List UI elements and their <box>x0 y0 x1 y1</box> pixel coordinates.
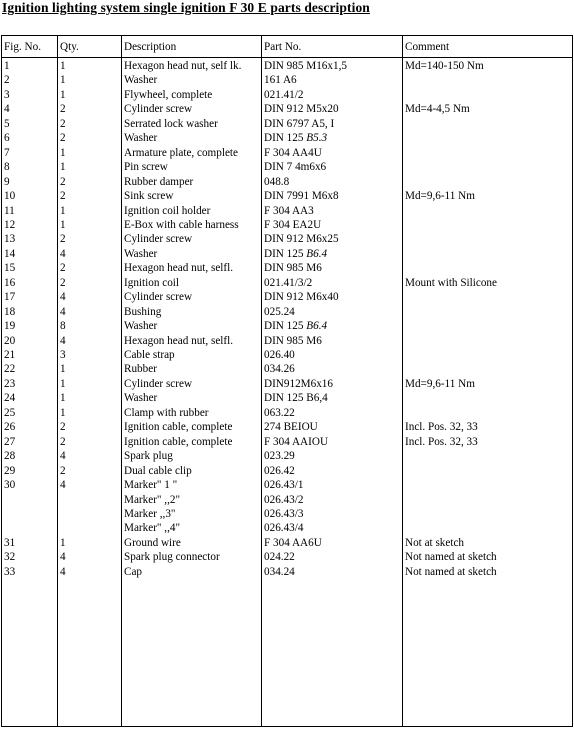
cell-qty: 1 <box>60 363 66 376</box>
cell-part-no: 021.41/2 <box>264 88 304 101</box>
cell-part-no: F 304 AA6U <box>264 536 322 549</box>
cell-part-no: 026.43/4 <box>264 522 304 535</box>
table-row <box>2 536 572 551</box>
cell-qty: 2 <box>60 103 66 116</box>
cell-comment: Md=4-4,5 Nm <box>405 103 470 116</box>
cell-description: Ignition coil holder <box>124 204 211 217</box>
cell-qty: 2 <box>60 233 66 246</box>
cell-description: Rubber damper <box>124 175 194 188</box>
cell-description: Ignition cable, complete <box>124 435 233 448</box>
table-row <box>2 305 572 320</box>
table-row <box>2 73 572 88</box>
table-row <box>2 146 572 161</box>
cell-part-no: 026.43/1 <box>264 479 304 492</box>
cell-qty: 2 <box>60 175 66 188</box>
cell-qty: 1 <box>60 60 66 72</box>
cell-description: Washer <box>124 392 158 405</box>
cell-fig-no: 28 <box>4 450 16 463</box>
cell-part-no: 161 A6 <box>264 74 297 87</box>
table-row <box>2 377 572 392</box>
cell-description: Spark plug connector <box>124 551 220 564</box>
cell-qty: 1 <box>60 392 66 405</box>
table-row <box>2 261 572 276</box>
table-row <box>2 507 572 522</box>
cell-qty: 2 <box>60 464 66 477</box>
cell-description: Washer <box>124 247 158 260</box>
table-row <box>2 348 572 363</box>
table-row <box>2 175 572 190</box>
cell-description: Spark plug <box>124 450 173 463</box>
table-row <box>2 478 572 493</box>
table-row <box>2 334 572 349</box>
cell-qty: 1 <box>60 218 66 231</box>
table-row <box>2 218 572 233</box>
header-qty: Qty. <box>60 41 79 53</box>
table-row <box>2 189 572 204</box>
cell-qty: 1 <box>60 88 66 101</box>
cell-part-no: DIN912M6x16 <box>264 377 333 390</box>
cell-comment: Incl. Pos. 32, 33 <box>405 435 478 448</box>
header-description: Description <box>124 41 177 53</box>
header-part-no: Part No. <box>264 41 302 53</box>
cell-fig-no: 19 <box>4 320 16 333</box>
cell-part-suffix: B5.3 <box>306 132 328 145</box>
cell-qty: 1 <box>60 146 66 159</box>
cell-description: Sink screw <box>124 190 174 203</box>
cell-qty: 2 <box>60 435 66 448</box>
cell-qty: 4 <box>60 565 66 578</box>
cell-qty: 4 <box>60 291 66 304</box>
cell-qty: 2 <box>60 276 66 289</box>
table-row <box>2 290 572 305</box>
cell-description: Cylinder screw <box>124 233 193 246</box>
cell-qty: 1 <box>60 377 66 390</box>
cell-qty: 2 <box>60 190 66 203</box>
cell-part-no: 026.43/3 <box>264 507 304 520</box>
cell-fig-no: 24 <box>4 392 16 405</box>
cell-description: Hexagon head nut, selfl. <box>124 262 234 275</box>
table-row <box>2 276 572 291</box>
cell-fig-no: 17 <box>4 291 16 304</box>
table-row <box>2 493 572 508</box>
cell-description: Rubber <box>124 363 157 376</box>
cell-part-no: DIN 125 B6,4 <box>264 392 328 405</box>
cell-part-no: 023.29 <box>264 450 295 463</box>
cell-description: Washer <box>124 74 158 87</box>
table-row <box>2 565 572 580</box>
header-divider <box>2 57 572 58</box>
cell-description: Ignition cable, complete <box>124 421 233 434</box>
cell-description: Pin screw <box>124 161 168 174</box>
cell-description: Cylinder screw <box>124 291 193 304</box>
cell-fig-no: 18 <box>4 305 16 318</box>
cell-part-no: DIN 985 M16x1,5 <box>264 60 347 72</box>
cell-part-no: 024.22 <box>264 551 295 564</box>
cell-comment: Mount with Silicone <box>405 276 497 289</box>
table-header <box>2 40 572 55</box>
cell-fig-no: 1 <box>4 60 10 72</box>
cell-description: Ignition coil <box>124 276 179 289</box>
cell-fig-no: 11 <box>4 204 15 217</box>
table-row <box>2 204 572 219</box>
cell-part-no: 274 BEIOU <box>264 421 318 434</box>
cell-part-no: F 304 AA3 <box>264 204 314 217</box>
cell-part-no: 025.24 <box>264 305 295 318</box>
cell-fig-no: 13 <box>4 233 16 246</box>
cell-part-no: DIN 912 M6x25 <box>264 233 339 246</box>
header-comment: Comment <box>405 41 450 53</box>
cell-description: Dual cable clip <box>124 464 192 477</box>
cell-fig-no: 23 <box>4 377 16 390</box>
cell-qty: 4 <box>60 479 66 492</box>
cell-qty: 1 <box>60 204 66 217</box>
cell-qty: 4 <box>60 334 66 347</box>
table-row <box>2 464 572 479</box>
cell-description: Serrated lock washer <box>124 117 218 130</box>
table-row <box>2 550 572 565</box>
cell-description: Marker" ,,2" <box>124 493 181 506</box>
cell-part-no: 034.24 <box>264 565 295 578</box>
cell-fig-no: 22 <box>4 363 16 376</box>
cell-description: Hexagon head nut, selfl. <box>124 334 234 347</box>
cell-part-suffix: B6.4 <box>306 247 328 260</box>
cell-fig-no: 10 <box>4 190 16 203</box>
cell-comment: Md=140-150 Nm <box>405 60 484 72</box>
cell-description: Armature plate, complete <box>124 146 238 159</box>
cell-comment: Not at sketch <box>405 536 465 549</box>
cell-description: Cable strap <box>124 349 175 361</box>
cell-fig-no: 25 <box>4 406 16 419</box>
cell-fig-no: 21 <box>4 349 16 361</box>
cell-fig-no: 12 <box>4 218 16 231</box>
cell-description: Flywheel, complete <box>124 88 213 101</box>
cell-comment: Md=9,6-11 Nm <box>405 377 475 390</box>
cell-fig-no: 15 <box>4 262 16 275</box>
table-row <box>2 521 572 536</box>
cell-description: Cap <box>124 565 143 578</box>
cell-part-no: F 304 EA2U <box>264 218 322 231</box>
cell-description: Washer <box>124 320 158 333</box>
table-row <box>2 420 572 435</box>
cell-qty: 2 <box>60 117 66 130</box>
cell-part-no: DIN 7 4m6x6 <box>264 161 327 174</box>
cell-description: Marker ,,3" <box>124 507 176 520</box>
table-row <box>2 435 572 450</box>
cell-qty: 8 <box>60 320 66 333</box>
cell-description: Hexagon head nut, self lk. <box>124 60 242 72</box>
cell-fig-no: 14 <box>4 247 16 260</box>
cell-qty: 4 <box>60 551 66 564</box>
cell-part-no: DIN 125 B6.4 <box>264 247 328 260</box>
cell-part-no: DIN 6797 A5, I <box>264 117 335 130</box>
cell-qty: 1 <box>60 74 66 87</box>
table-row <box>2 131 572 146</box>
cell-part-no: DIN 7991 M6x8 <box>264 190 339 203</box>
cell-part-no: DIN 912 M6x40 <box>264 291 339 304</box>
cell-part-no: DIN 912 M5x20 <box>264 103 339 116</box>
cell-fig-no: 5 <box>4 117 10 130</box>
cell-fig-no: 3 <box>4 88 10 101</box>
cell-fig-no: 30 <box>4 479 16 492</box>
cell-fig-no: 20 <box>4 334 16 347</box>
cell-description: Marker" 1 " <box>124 479 178 492</box>
cell-qty: 1 <box>60 406 66 419</box>
cell-comment: Incl. Pos. 32, 33 <box>405 421 478 434</box>
cell-qty: 4 <box>60 450 66 463</box>
header-fig-no: Fig. No. <box>4 41 41 53</box>
cell-comment: Not named at sketch <box>405 551 497 564</box>
cell-fig-no: 4 <box>4 103 10 116</box>
cell-fig-no: 32 <box>4 551 16 564</box>
cell-part-no: DIN 125 B6.4 <box>264 320 328 333</box>
cell-part-suffix: B6.4 <box>306 320 328 333</box>
cell-fig-no: 2 <box>4 74 10 87</box>
cell-qty: 4 <box>60 247 66 260</box>
table-row <box>2 160 572 175</box>
table-row <box>2 391 572 406</box>
table-row <box>2 88 572 103</box>
cell-part-no: 026.40 <box>264 349 295 361</box>
table-row <box>2 362 572 377</box>
cell-qty: 1 <box>60 536 66 549</box>
cell-part-no: 063.22 <box>264 406 295 419</box>
table-row <box>2 406 572 421</box>
cell-part-no: 026.43/2 <box>264 493 304 506</box>
table-row <box>2 449 572 464</box>
cell-part-no: 034.26 <box>264 363 295 376</box>
cell-part-no: F 304 AA4U <box>264 146 322 159</box>
cell-part-no: DIN 125 B5.3 <box>264 132 328 145</box>
table-row <box>2 232 572 247</box>
table-row <box>2 59 572 74</box>
cell-description: Clamp with rubber <box>124 406 209 419</box>
cell-qty: 2 <box>60 262 66 275</box>
cell-fig-no: 9 <box>4 175 10 188</box>
cell-description: Cylinder screw <box>124 377 193 390</box>
table-row <box>2 247 572 262</box>
cell-description: Washer <box>124 132 158 145</box>
cell-fig-no: 6 <box>4 132 10 145</box>
cell-part-no: 048.8 <box>264 175 290 188</box>
parts-table <box>1 35 573 727</box>
cell-fig-no: 16 <box>4 276 16 289</box>
cell-comment: Md=9,6-11 Nm <box>405 190 475 203</box>
cell-description: Marker" ,,4" <box>124 522 181 535</box>
cell-fig-no: 26 <box>4 421 16 434</box>
cell-qty: 3 <box>60 349 66 361</box>
cell-part-no: 021.41/3/2 <box>264 276 313 289</box>
cell-description: Bushing <box>124 305 162 318</box>
document-title: Ignition lighting system single ignition F 30 E parts description <box>2 0 370 15</box>
cell-description: Cylinder screw <box>124 103 193 116</box>
cell-qty: 1 <box>60 161 66 174</box>
table-row <box>2 319 572 334</box>
cell-part-no: DIN 985 M6 <box>264 334 322 347</box>
cell-comment: Not named at sketch <box>405 565 497 578</box>
cell-fig-no: 8 <box>4 161 10 174</box>
cell-part-no: DIN 985 M6 <box>264 262 322 275</box>
cell-fig-no: 29 <box>4 464 16 477</box>
cell-fig-no: 7 <box>4 146 10 159</box>
cell-description: Ground wire <box>124 536 181 549</box>
cell-qty: 2 <box>60 132 66 145</box>
cell-fig-no: 33 <box>4 565 16 578</box>
table-row <box>2 117 572 132</box>
cell-qty: 2 <box>60 421 66 434</box>
cell-part-no: F 304 AAIOU <box>264 435 329 448</box>
cell-fig-no: 31 <box>4 536 16 549</box>
table-row <box>2 102 572 117</box>
cell-part-no: 026.42 <box>264 464 295 477</box>
cell-description: E-Box with cable harness <box>124 218 239 231</box>
cell-fig-no: 27 <box>4 435 16 448</box>
cell-qty: 4 <box>60 305 66 318</box>
